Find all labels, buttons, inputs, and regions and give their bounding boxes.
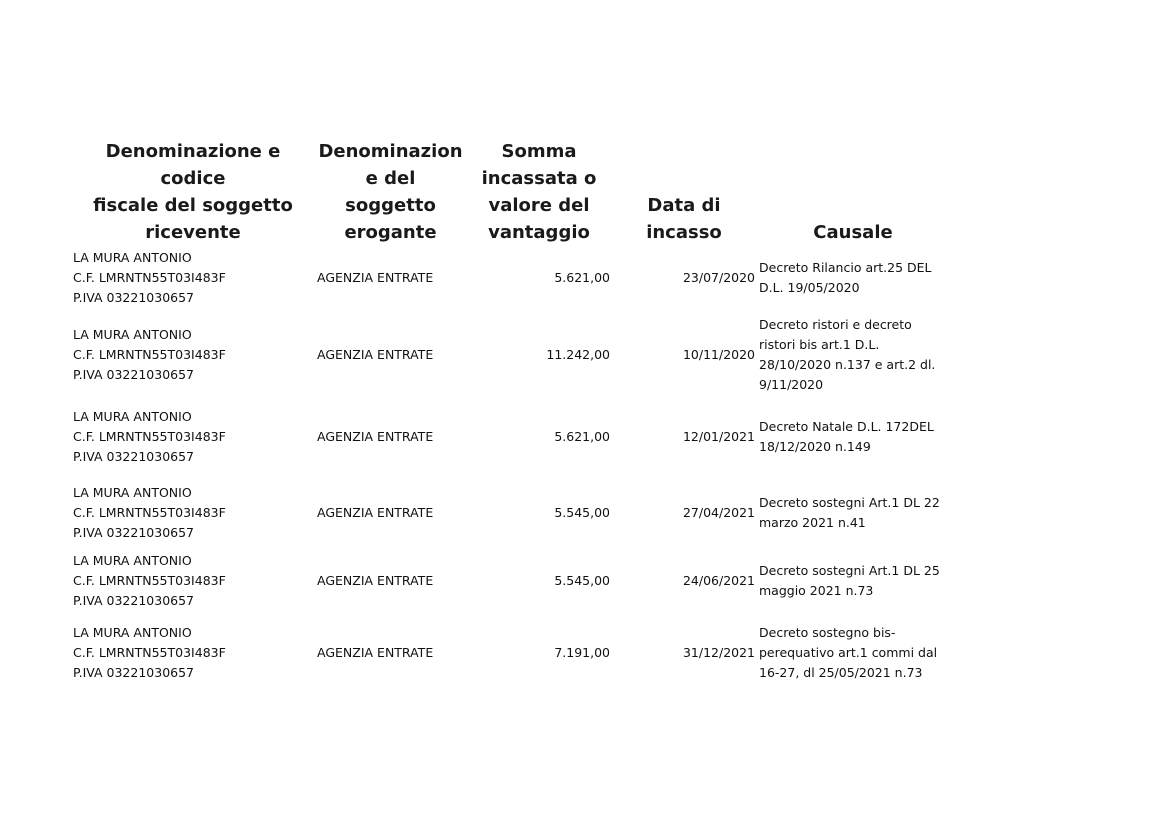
- data-incasso: 23/07/2020: [682, 270, 755, 285]
- ricevente-piva: P.IVA 03221030657: [73, 665, 195, 680]
- somma: 11.242,00: [546, 347, 610, 362]
- header-data: Data di incasso: [646, 195, 722, 243]
- ricevente-cf: C.F. LMRNTN55T03I483F: [73, 347, 226, 362]
- ricevente-cf: C.F. LMRNTN55T03I483F: [73, 270, 226, 285]
- somma: 5.545,00: [554, 573, 610, 588]
- header-ricevente: Denominazione e codice fiscale del soggetto ricevente: [93, 141, 293, 243]
- causale: Decreto sostegni Art.1 DL 22 marzo 2021 n.41: [759, 495, 940, 530]
- ricevente-nome: LA MURA ANTONIO: [73, 250, 192, 265]
- ricevente-nome: LA MURA ANTONIO: [73, 485, 192, 500]
- causale: Decreto sostegno bis- perequativo art.1 commi dal 16-27, dl 25/05/2021 n.73: [759, 625, 938, 680]
- erogante: AGENZIA ENTRATE: [317, 505, 434, 520]
- ricevente-nome: LA MURA ANTONIO: [73, 553, 192, 568]
- ricevente-cf: C.F. LMRNTN55T03I483F: [73, 573, 226, 588]
- header-erogante: Denominazion e del soggetto erogante: [318, 141, 463, 243]
- data-incasso: 24/06/2021: [682, 573, 755, 588]
- erogante: AGENZIA ENTRATE: [317, 573, 434, 588]
- ricevente-cf: C.F. LMRNTN55T03I483F: [73, 429, 226, 444]
- somma: 5.621,00: [554, 270, 610, 285]
- causale: Decreto Rilancio art.25 DEL D.L. 19/05/2020: [759, 260, 932, 295]
- erogante: AGENZIA ENTRATE: [317, 270, 434, 285]
- ricevente-nome: LA MURA ANTONIO: [73, 625, 192, 640]
- ricevente-piva: P.IVA 03221030657: [73, 290, 195, 305]
- data-incasso: 12/01/2021: [682, 429, 755, 444]
- data-incasso: 31/12/2021: [682, 645, 755, 660]
- causale: Decreto sostegni Art.1 DL 25 maggio 2021 n.73: [759, 563, 940, 598]
- ricevente-nome: LA MURA ANTONIO: [73, 327, 192, 342]
- ricevente-piva: P.IVA 03221030657: [73, 525, 195, 540]
- ricevente-cf: C.F. LMRNTN55T03I483F: [73, 645, 226, 660]
- header-causale: Causale: [813, 222, 893, 243]
- header-somma: Somma incassata o valore del vantaggio: [481, 141, 597, 243]
- causale: Decreto ristori e decreto ristori bis art.1 D.L. 28/10/2020 n.137 e art.2 dl. 9/11/2020: [759, 317, 936, 392]
- somma: 5.621,00: [554, 429, 610, 444]
- ricevente-piva: P.IVA 03221030657: [73, 593, 195, 608]
- data-incasso: 27/04/2021: [682, 505, 755, 520]
- somma: 5.545,00: [554, 505, 610, 520]
- causale: Decreto Natale D.L. 172DEL 18/12/2020 n.149: [759, 419, 934, 454]
- data-incasso: 10/11/2020: [682, 347, 755, 362]
- ricevente-cf: C.F. LMRNTN55T03I483F: [73, 505, 226, 520]
- erogante: AGENZIA ENTRATE: [317, 347, 434, 362]
- erogante: AGENZIA ENTRATE: [317, 429, 434, 444]
- erogante: AGENZIA ENTRATE: [317, 645, 434, 660]
- ricevente-nome: LA MURA ANTONIO: [73, 409, 192, 424]
- ricevente-piva: P.IVA 03221030657: [73, 449, 195, 464]
- somma: 7.191,00: [554, 645, 610, 660]
- ricevente-piva: P.IVA 03221030657: [73, 367, 195, 382]
